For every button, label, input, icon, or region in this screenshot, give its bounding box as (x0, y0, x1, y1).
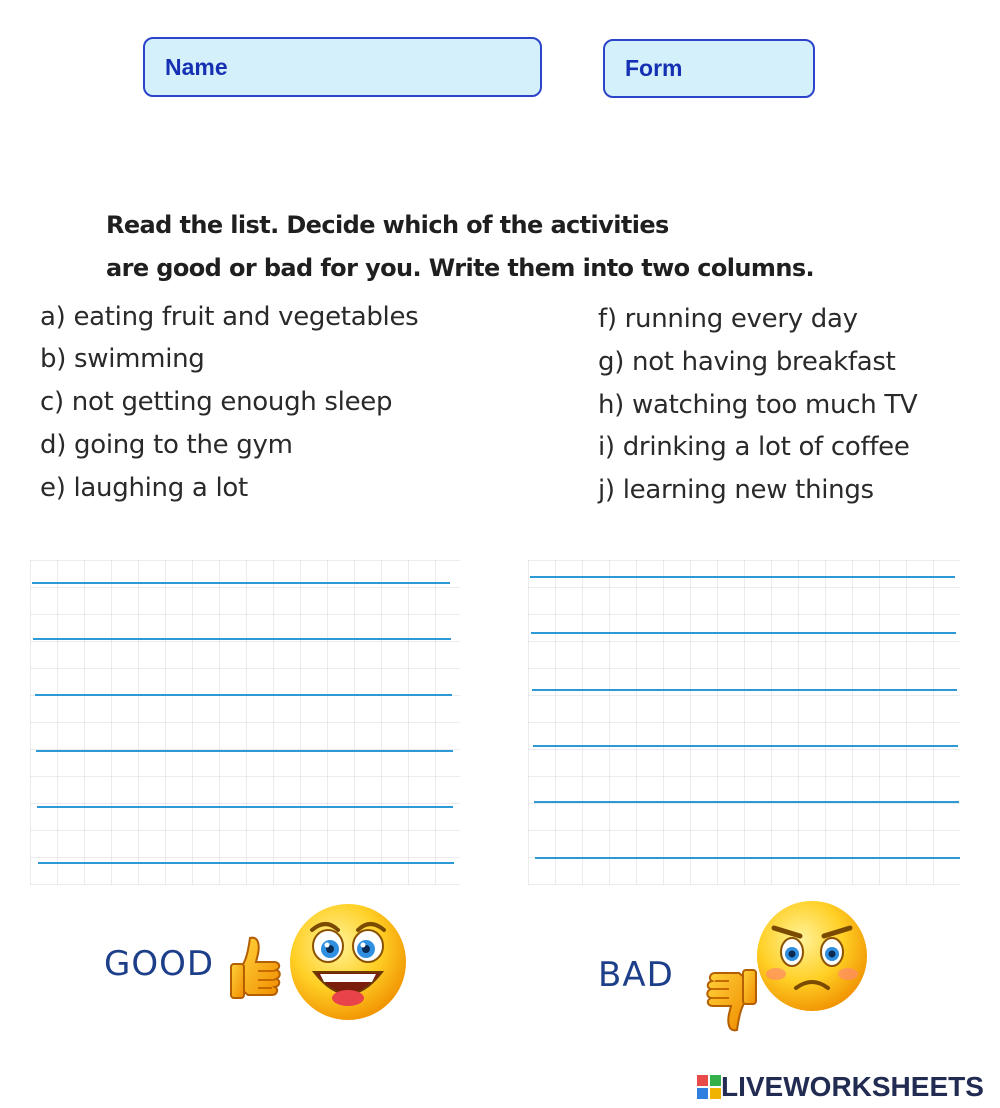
good-answer-line[interactable] (38, 862, 454, 864)
activity-item: e) laughing a lot (40, 473, 248, 503)
activity-item: f) running every day (598, 304, 858, 334)
instructions (106, 204, 926, 290)
bad-column-grid (528, 560, 960, 885)
form-field[interactable] (603, 39, 815, 98)
activity-item: d) going to the gym (40, 430, 293, 460)
good-answer-line[interactable] (36, 750, 453, 752)
thumbs-up-icon (228, 934, 284, 1010)
brand[interactable] (697, 1071, 984, 1103)
name-field[interactable] (143, 37, 542, 97)
brand-name: LIVEWORKSHEETS (721, 1071, 984, 1102)
instructions-line-1: Read the list. Decide which of the activities (106, 211, 669, 239)
good-answer-line[interactable] (33, 638, 451, 640)
activity-item: a) eating fruit and vegetables (40, 302, 419, 332)
good-column-grid (30, 560, 460, 885)
bad-answer-line[interactable] (533, 745, 958, 747)
instructions-line-2: are good or bad for you. Write them into two columns. (106, 254, 815, 282)
worried-face-icon (752, 898, 872, 1014)
bad-answer-line[interactable] (531, 632, 956, 634)
good-answer-line[interactable] (37, 806, 453, 808)
good-label: GOOD (104, 944, 215, 984)
activity-item: b) swimming (40, 344, 205, 374)
happy-face-icon (286, 900, 410, 1024)
activity-item: g) not having breakfast (598, 347, 896, 377)
name-label: Name (165, 53, 228, 80)
bad-answer-line[interactable] (534, 801, 959, 803)
activity-item: j) learning new things (598, 475, 874, 505)
activity-item: c) not getting enough sleep (40, 387, 393, 417)
form-label: Form (625, 55, 683, 81)
thumbs-down-icon (703, 960, 759, 1034)
bad-answer-line[interactable] (532, 689, 957, 691)
bad-label: BAD (598, 955, 674, 995)
activity-item: h) watching too much TV (598, 390, 918, 420)
activity-item: i) drinking a lot of coffee (598, 432, 910, 462)
bad-answer-line[interactable] (535, 857, 960, 859)
bad-answer-line[interactable] (530, 576, 955, 578)
good-answer-line[interactable] (35, 694, 452, 696)
liveworksheets-logo-icon (697, 1075, 721, 1099)
good-answer-line[interactable] (32, 582, 450, 584)
